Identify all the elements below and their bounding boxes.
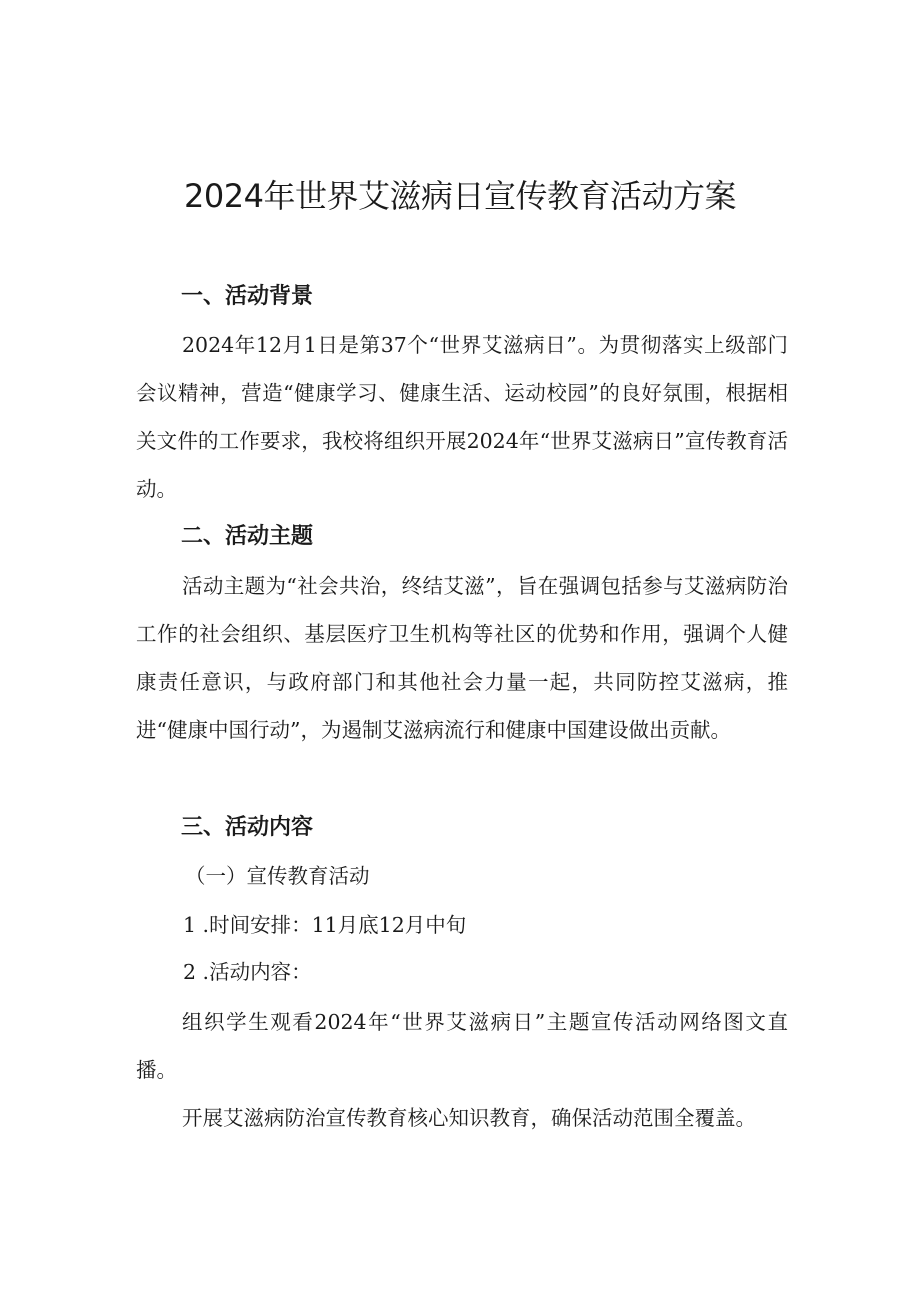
content-paragraph-education: 开展艾滋病防治宣传教育核心知识教育，确保活动范围全覆盖。 <box>182 1106 756 1130</box>
section-heading-theme: 二、活动主题 <box>181 524 314 549</box>
list-item-schedule: 1 .时间安排：11月底12月中旬 <box>183 913 467 937</box>
subsection-heading: （一）宣传教育活动 <box>185 864 370 888</box>
document-title: 2024年世界艾滋病日宣传教育活动方案 <box>184 177 736 215</box>
section-paragraph-background: 2024年12月1日是第37个“世界艾滋病日”。为贯彻落实上级部门会议精神，营造“健康学习、健康生活、运动校园”的良好氛围，根据相关文件的工作要求，我校将组织开展2024年“世界艾滋病日”宣传教育活动。 <box>136 333 788 501</box>
content-paragraph-livestream: 组织学生观看2024年“世界艾滋病日”主题宣传活动网络图文直播。 <box>136 1010 788 1082</box>
list-item-content: 2 .活动内容： <box>183 960 312 984</box>
section-heading-content: 三、活动内容 <box>181 815 314 840</box>
section-paragraph-theme: 活动主题为“社会共治，终结艾滋”，旨在强调包括参与艾滋病防治工作的社会组织、基层医疗卫生机构等社区的优势和作用，强调个人健康责任意识，与政府部门和其他社会力量一起，共同防控艾滋病，推进“健康中国行动”，为遏制艾滋病流行和健康中国建设做出贡献。 <box>136 574 788 742</box>
section-heading-background: 一、活动背景 <box>181 284 314 309</box>
